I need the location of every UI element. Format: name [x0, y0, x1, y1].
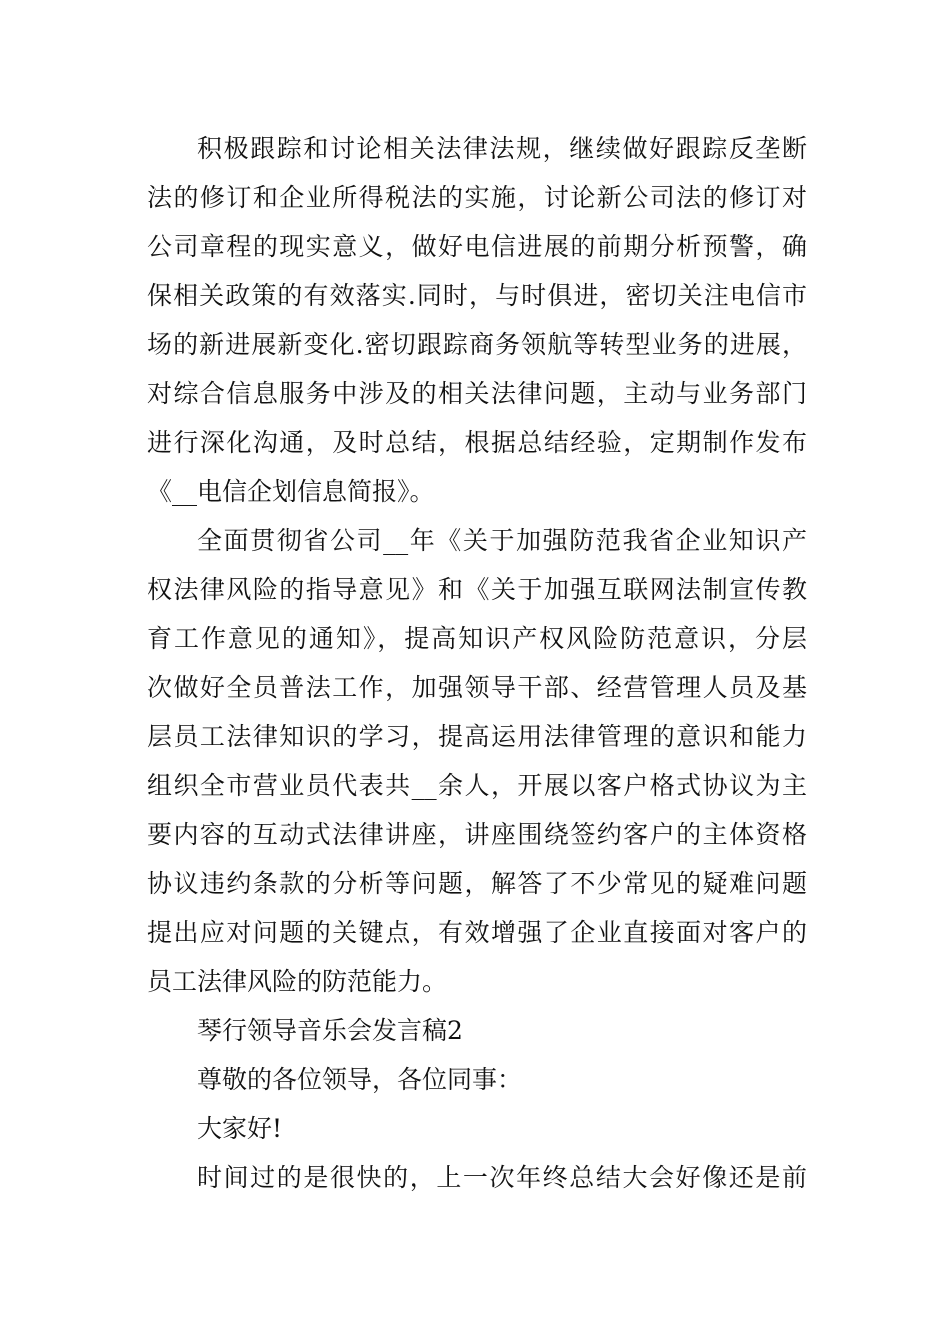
text-line: 保相关政策的有效落实.同时，与时俱进，密切关注电信市	[147, 281, 807, 310]
text-line: 层员工法律知识的学习，提高运用法律管理的意识和能力	[147, 722, 807, 751]
section-title: 琴行领导音乐会发言稿2	[197, 1016, 463, 1045]
greeting: 大家好!	[197, 1114, 283, 1143]
salutation: 尊敬的各位领导，各位同事：	[197, 1065, 523, 1094]
document-body	[147, 124, 807, 1202]
text-line: 积极跟踪和讨论相关法律法规，继续做好跟踪反垄断	[197, 134, 807, 163]
text-line: 场的新进展新变化.密切跟踪商务领航等转型业务的进展，	[147, 330, 807, 359]
text-line: 提出应对问题的关键点，有效增强了企业直接面对客户的	[147, 918, 807, 947]
text-line: 对综合信息服务中涉及的相关法律问题，主动与业务部门	[147, 379, 807, 408]
text-line: 权法律风险的指导意见》和《关于加强互联网法制宣传教	[147, 575, 807, 604]
text-line: 时间过的是很快的，上一次年终总结大会好像还是前	[197, 1163, 807, 1192]
text-line: 组织全市营业员代表共__余人，开展以客户格式协议为主	[147, 771, 807, 800]
text-line: 育工作意见的通知》，提高知识产权风险防范意识，分层	[147, 624, 807, 653]
text-line: 协议违约条款的分析等问题，解答了不少常见的疑难问题	[147, 869, 807, 898]
text-line: 全面贯彻省公司__年《关于加强防范我省企业知识产	[197, 526, 807, 555]
text-line: 进行深化沟通，及时总结，根据总结经验，定期制作发布	[147, 428, 807, 457]
text-line: 法的修订和企业所得税法的实施，讨论新公司法的修订对	[147, 183, 807, 212]
text-line: 员工法律风险的防范能力。	[147, 967, 448, 996]
text-line: 次做好全员普法工作，加强领导干部、经营管理人员及基	[147, 673, 807, 702]
text-line: 《__电信企划信息简报》。	[147, 477, 435, 506]
text-line: 要内容的互动式法律讲座，讲座围绕签约客户的主体资格	[147, 820, 807, 849]
text-line: 公司章程的现实意义，做好电信进展的前期分析预警，确	[147, 232, 807, 261]
